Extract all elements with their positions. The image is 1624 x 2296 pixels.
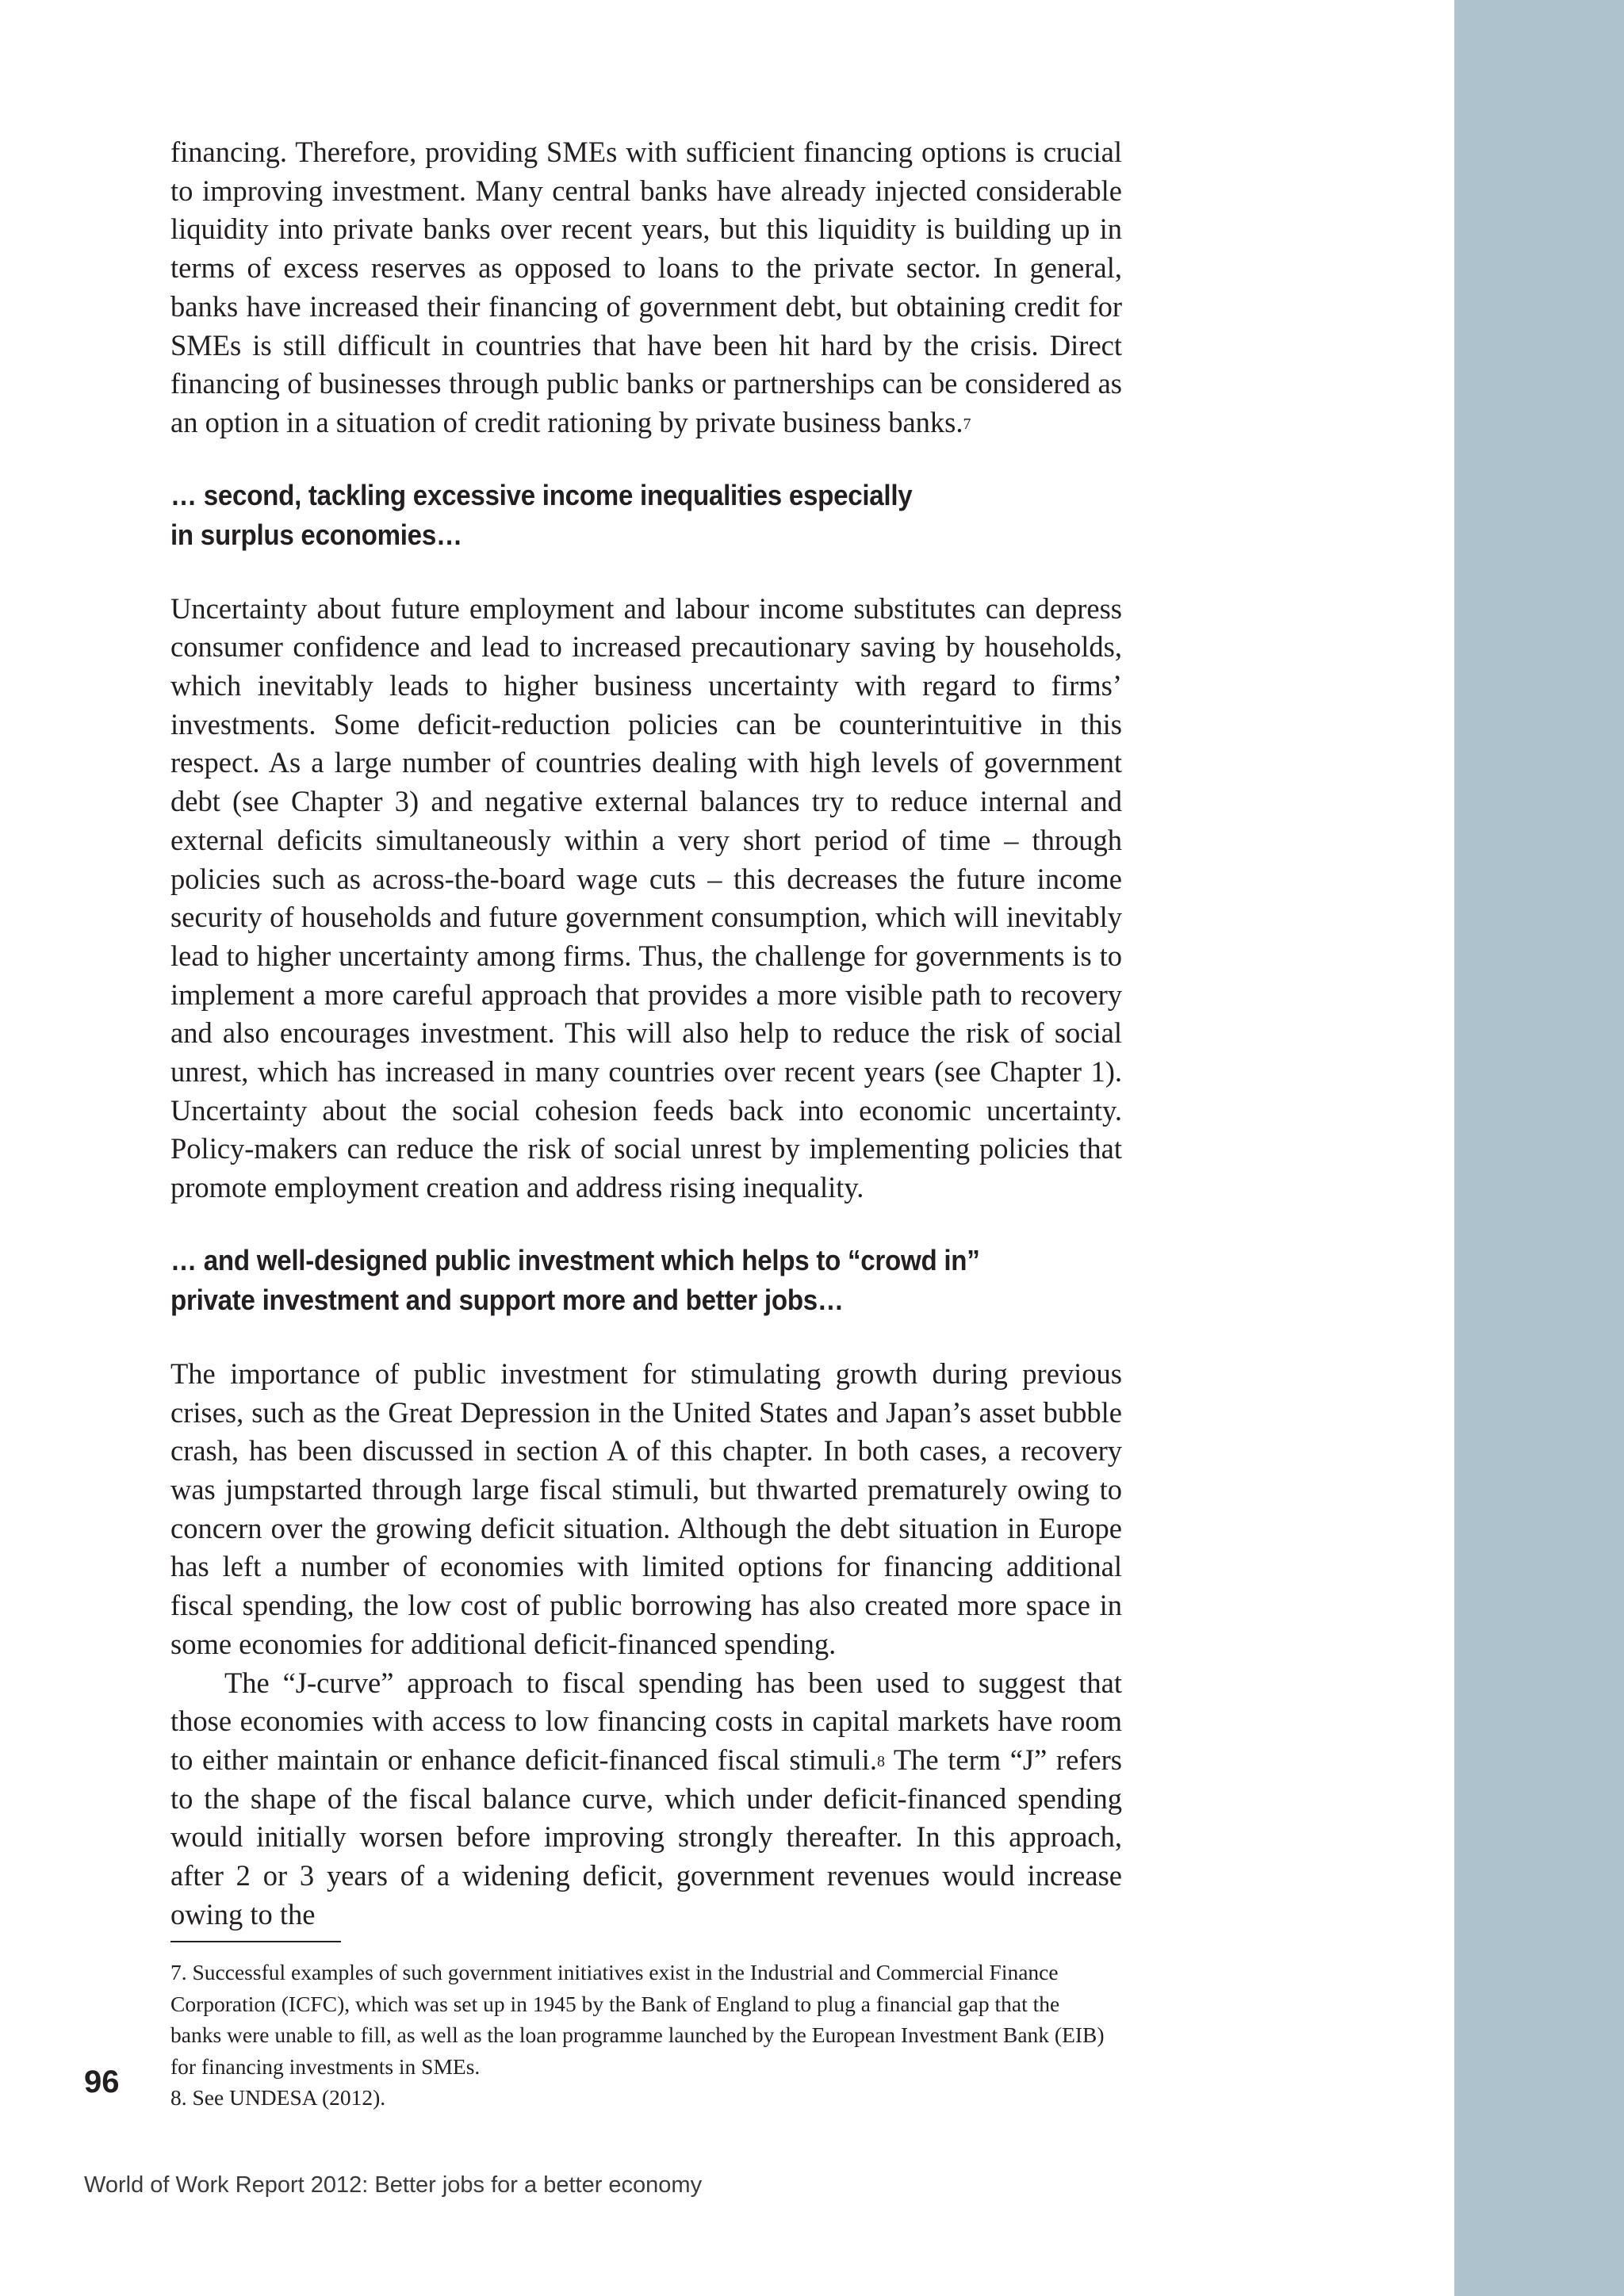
paragraph-uncertainty: Uncertainty about future employment and labour income substitutes can depress consumer confidence and lead to increased precautionary saving by households, which inevitably leads to higher business uncertainty with regard to firms’ investments. Some deficit-reduction policies can be counterintuitive in this respect. As a large number of countries dealing with high levels of government debt (see Chapter 3) and negative external balances try to reduce internal and external deficits simultaneously within a very short period of time – through policies such as across-the-board wage cuts – this decreases the future income security of households and future government consumption, which will inevitably lead to higher uncertainty among firms. Thus, the challenge for governments is to implement a more careful approach that provides a more visible path to recovery and also encourages investment. This will also help to reduce the risk of social unrest, which has increased in many countries over recent years (see Chapter 1). Uncertainty about the social cohesion feeds back into economic uncertainty. Policy-makers can reduce the risk of social unrest by implementing policies that promote employment creation and address rising inequality. [170,591,1122,1204]
footnote-7: 7. Successful examples of such government initiatives exist in the Industrial and Commercial Finance Corporation (ICFC), which was set up in 1945 by the Bank of England to plug a financial gap that the banks were unable to fill, as well as the loan programme launched by the European Investment Bank (EIB) for financing investments in SMEs. [170,1960,1105,2079]
paragraph-j-curve: The “J-curve” approach to fiscal spending has been used to suggest that those economies with access to low financing costs in capital markets have room to either maintain or enhance deficit-financed fiscal stimuli.$^8$ The term “J” refers to the shape of the fiscal balance curve, which under deficit-financed spending would initially worsen before improving strongly thereafter. In this approach, after 2 or 3 years of a widening deficit, government revenues would increase owing to the [170,1666,1122,1931]
running-footer: World of Work Report 2012: Better jobs for a better economy [84,2172,703,2198]
footnote-8: 8. See UNDESA (2012). [170,2085,386,2110]
side-color-band [1454,0,1624,2296]
page-number: 96 [84,2064,120,2099]
paragraph-public-investment: The importance of public investment for stimulating growth during previous crises, such as the Great Depression in the United States and Japan’s asset bubble crash, has been discussed in section A of this chapter. In both cases, a recovery was jumpstarted through large fiscal stimuli, but thwarted prematurely owing to concern over the growing deficit situation. Although the debt situation in Europe has left a number of economies with limited options for financing additional fiscal spending, the low cost of public borrowing has also created more space in some economies for additional deficit-financed spending. [170,1357,1122,1660]
section-heading-public-investment: … and well-designed public investment which helps to “crowd in” private investment and support more and better jobs… [170,1243,980,1316]
footnotes [170,1957,1106,2114]
section-heading-income-inequalities: … second, tackling excessive income inequalities especially in surplus economies… [170,478,913,551]
footnote-ref-7[interactable]: 7 [963,415,971,433]
main-text-column [170,133,1122,1934]
footnote-divider [170,1941,341,1942]
footnote-ref-8[interactable]: 8 [876,1752,885,1770]
paragraph-financing: financing. Therefore, providing SMEs with sufficient financing options is crucial to improving investment. Many central banks have already injected considerable liquidity into private banks over recent years, but this liquidity is building up in terms of excess reserves as opposed to loans to the private sector. In general, banks have increased their financing of government debt, but obtaining credit for SMEs is still difficult in countries that have been hit hard by the crisis. Direct financing of businesses through public banks or partnerships can be considered as an option in a situation of credit rationing by private business banks.$^7$ [170,136,1122,438]
